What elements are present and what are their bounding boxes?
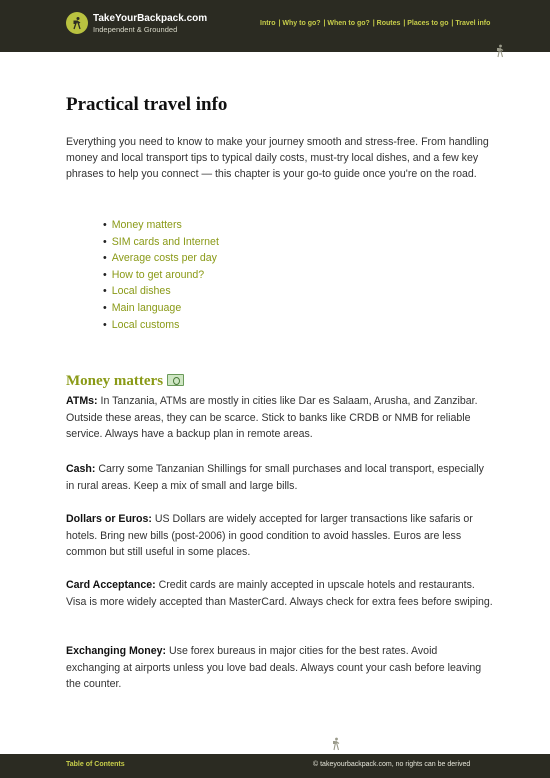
hiker-logo-icon — [70, 16, 84, 30]
currency-text: US Dollars are widely accepted for larger transactions like safaris or hotels. Bring new bills (post-2006) in good condition to avoid hassles. Euros are less common but still useful in some places. — [66, 513, 473, 559]
money-heading-text: Money matters — [66, 373, 164, 389]
money-heading — [66, 373, 184, 390]
intro-paragraph: Everything you need to know to make your journey smooth and stress-free. From handling money and local transport tips to typical daily costs, must-try local dishes, and a few key phrases to help you connect — this chapter is your go-to guide once you're on the road. — [66, 136, 489, 181]
page-title: Practical travel info — [66, 94, 228, 115]
toc-link-language[interactable]: • Main language — [103, 300, 219, 317]
cash-label: Cash: — [66, 463, 96, 475]
toc-link-customs[interactable]: • Local customs — [103, 317, 219, 334]
toc-link-costs[interactable]: • Average costs per day — [103, 250, 219, 267]
nav-when-to-go[interactable]: When to go? — [327, 20, 370, 27]
card-text: Credit cards are mainly accepted in upscale hotels and restaurants. Visa is more widely accepted than MasterCard. Always check for extra fees before swiping. — [66, 579, 493, 608]
header-bar — [0, 0, 550, 52]
logo-icon[interactable] — [66, 12, 88, 34]
nav-places-to-go[interactable]: Places to go — [407, 20, 449, 27]
exchange-paragraph — [66, 643, 494, 693]
banknote-icon — [167, 374, 184, 386]
currency-label: Dollars or Euros: — [66, 513, 152, 525]
footer-bar — [0, 754, 550, 778]
table-of-contents-link[interactable]: Table of Contents — [66, 761, 125, 768]
atm-text: In Tanzania, ATMs are mostly in cities like Dar es Salaam, Arusha, and Zanzibar. Outside these areas, they can be scarce. Stick to banks like CRDB or NMB for reliable service. Always have a backup plan in remote areas. — [66, 395, 478, 441]
exchange-text: Use forex bureaus in major cities for the best rates. Avoid exchanging at airports unless you love bad deals. Always count your cash before leaving the counter. — [66, 645, 482, 691]
cash-text: Carry some Tanzanian Shillings for small purchases and local transport, especially in rural areas. Keep a mix of small and large bills. — [66, 463, 484, 492]
nav-why-to-go[interactable]: Why to go? — [282, 20, 321, 27]
nav-intro[interactable]: Intro — [260, 20, 276, 27]
hiker-icon — [495, 44, 505, 58]
cash-paragraph — [66, 461, 494, 494]
copyright-text: © takeyourbackpack.com, no rights can be derived — [313, 761, 471, 768]
exchange-label: Exchanging Money: — [66, 645, 167, 657]
hiker-icon — [331, 737, 341, 751]
nav-routes[interactable]: Routes — [376, 20, 401, 27]
atm-label: ATMs: — [66, 395, 98, 407]
brand-name[interactable]: TakeYourBackpack.com — [93, 13, 208, 24]
top-navigation: Intro | Why to go? | When to go? | Routes | Places to go | Travel info — [260, 20, 491, 27]
currency-paragraph — [66, 511, 494, 561]
card-paragraph — [66, 577, 494, 610]
toc-link-transport[interactable]: • How to get around? — [103, 267, 219, 284]
atm-paragraph — [66, 393, 494, 443]
nav-travel-info[interactable]: Travel info — [455, 20, 491, 27]
brand-tagline: Independent & Grounded — [93, 25, 178, 34]
toc-link-dishes[interactable]: • Local dishes — [103, 283, 219, 300]
toc-link-sim[interactable]: • SIM cards and Internet — [103, 234, 219, 251]
toc-link-money[interactable]: • Money matters — [103, 217, 219, 234]
section-list — [103, 217, 219, 333]
card-label: Card Acceptance: — [66, 579, 156, 591]
